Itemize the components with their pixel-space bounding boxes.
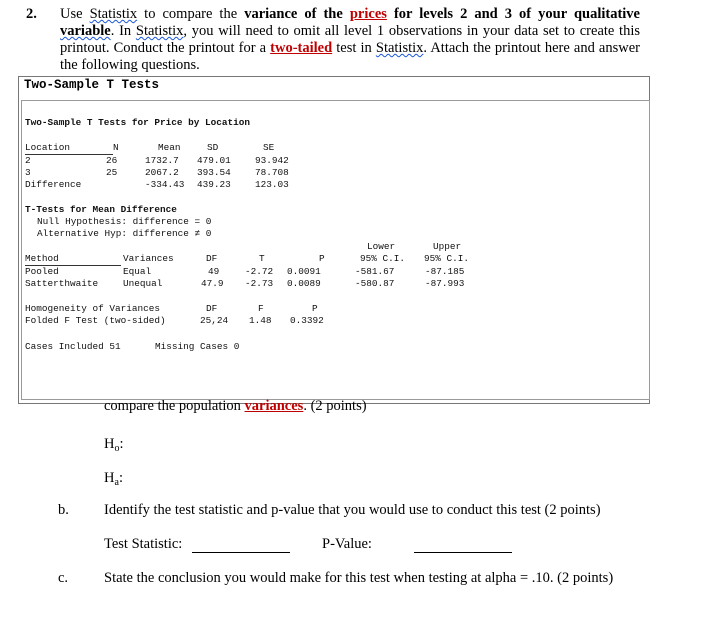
col-p: P xyxy=(319,253,325,264)
table-row: 78.708 xyxy=(255,167,289,178)
table-row: Difference xyxy=(25,179,82,190)
table-row: Pooled xyxy=(25,266,59,277)
test-statistic-blank[interactable] xyxy=(192,551,290,553)
variable-word: variable xyxy=(60,23,111,39)
table-row: 2 xyxy=(25,155,31,166)
col-df: DF xyxy=(206,303,218,314)
table-row: -581.67 xyxy=(355,266,395,277)
h0-label: $H_o$: xyxy=(104,436,124,454)
table-row: 49 xyxy=(208,266,220,277)
folded-f-value: 1.48 xyxy=(249,315,272,326)
col-t: T xyxy=(259,253,265,264)
table-row: -334.43 xyxy=(145,179,185,190)
table-row: 0.0091 xyxy=(287,266,321,277)
ci-lower-label: Lower xyxy=(367,241,396,252)
table-row: -580.87 xyxy=(355,278,395,289)
ha-label: $H_a$: xyxy=(104,470,123,488)
variances-word: variances xyxy=(244,398,304,414)
ci-upper-label: Upper xyxy=(433,241,462,252)
table-row: -87.185 xyxy=(425,266,465,277)
part-b-label: b. xyxy=(58,502,69,518)
divider xyxy=(25,154,113,155)
table-row: 0.0089 xyxy=(287,278,321,289)
col-mean: Mean xyxy=(158,142,181,153)
homog-title: Homogeneity of Variances xyxy=(25,303,161,314)
table-row: 1732.7 xyxy=(145,155,179,166)
table-row: Equal xyxy=(123,266,152,277)
col-df: DF xyxy=(206,253,218,264)
table-row: 479.01 xyxy=(197,155,231,166)
folded-f-df: 25,24 xyxy=(200,315,229,326)
null-hypothesis: Null Hypothesis: difference = 0 xyxy=(37,216,212,227)
col-se: SE xyxy=(263,142,275,153)
two-tailed-word: two-tailed xyxy=(270,40,333,56)
table-row: 393.54 xyxy=(197,167,231,178)
col-sd: SD xyxy=(207,142,219,153)
frame-title: Two-Sample T Tests xyxy=(24,78,160,92)
missing-cases: Missing Cases 0 xyxy=(155,341,240,352)
p-value-blank[interactable] xyxy=(414,551,512,553)
folded-f-label: Folded F Test (two-sided) xyxy=(25,315,166,326)
table-row: -87.993 xyxy=(425,278,465,289)
ci-lower-label: 95% C.I. xyxy=(360,253,406,264)
col-method: Method xyxy=(25,253,59,264)
table-row: 2067.2 xyxy=(145,167,179,178)
table-row: 93.942 xyxy=(255,155,289,166)
folded-f-p: 0.3392 xyxy=(290,315,324,326)
table-row: -2.72 xyxy=(245,266,274,277)
question-text: Use Statistix to compare the variance of the prices for levels 2 and 3 of your qualitative variable. In Statistix, you will need to omit all level 1 observations in your data set to create this printout. Conduct the printout for a two-tailed test in Statistix. Attach the printout here and answer the following questions. xyxy=(60,6,640,73)
cases-included: Cases Included 51 xyxy=(25,341,121,352)
p-value-label: P-Value: xyxy=(322,536,372,552)
prices-word: prices xyxy=(349,6,387,22)
table-row: -2.73 xyxy=(245,278,274,289)
part-c-text: State the conclusion you would make for this test when testing at alpha = .10. (2 points) xyxy=(104,570,614,586)
col-location: Location xyxy=(25,142,71,153)
table-row: 3 xyxy=(25,167,31,178)
table-row: 439.23 xyxy=(197,179,231,190)
statistix-word: Statistix xyxy=(375,40,424,56)
table-row: 47.9 xyxy=(201,278,224,289)
ttest-title: T-Tests for Mean Difference xyxy=(25,204,177,215)
col-variances: Variances xyxy=(123,253,174,264)
table-row: Satterthwaite xyxy=(25,278,99,289)
col-f: F xyxy=(258,303,264,314)
col-n: N xyxy=(113,142,119,153)
test-statistic-label: Test Statistic: xyxy=(104,536,183,552)
table-row: 26 xyxy=(106,155,118,166)
table-row: 25 xyxy=(106,167,118,178)
part-a-text: compare the population variances. (2 points) xyxy=(104,398,367,414)
part-b-text: Identify the test statistic and p-value that you would use to conduct this test (2 points) xyxy=(104,502,601,518)
printout-header: Two-Sample T Tests for Price by Location xyxy=(25,117,251,128)
table-row: 123.03 xyxy=(255,179,289,190)
col-p: P xyxy=(312,303,318,314)
alternative-hypothesis: Alternative Hyp: difference ≠ 0 xyxy=(37,228,212,239)
table-row: Unequal xyxy=(123,278,163,289)
statistix-word: Statistix xyxy=(135,23,184,39)
ci-upper-label: 95% C.I. xyxy=(424,253,470,264)
part-c-label: c. xyxy=(58,570,69,586)
question-number: 2. xyxy=(26,6,37,22)
statistix-word: Statistix xyxy=(89,6,138,22)
